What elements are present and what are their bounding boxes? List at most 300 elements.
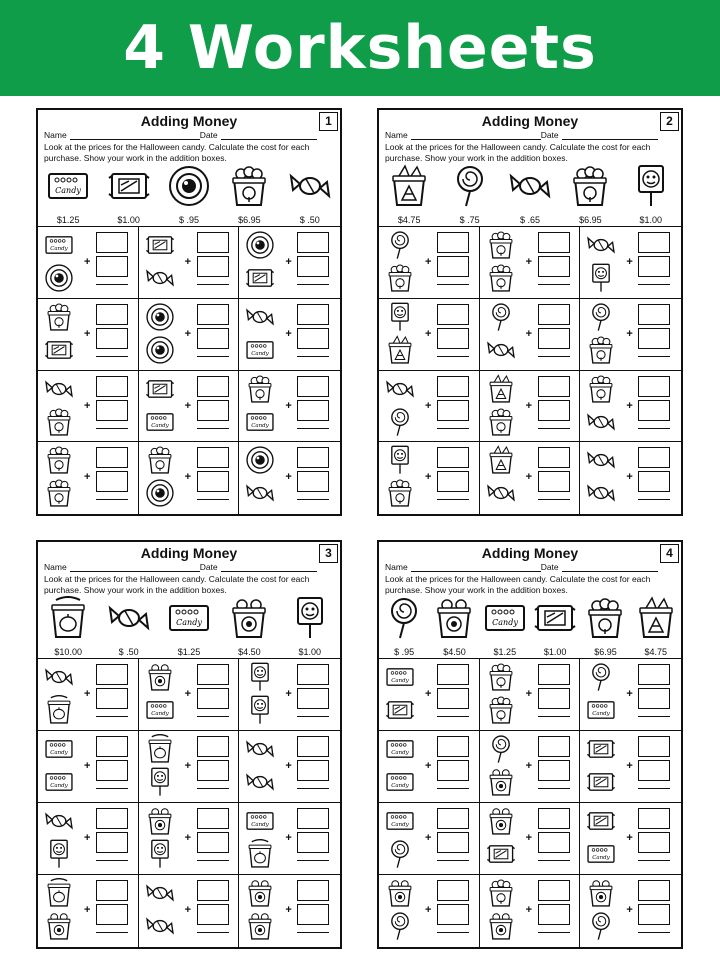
- addend-box[interactable]: [96, 880, 128, 901]
- addend-box[interactable]: [437, 904, 469, 925]
- addend-box[interactable]: [638, 736, 670, 757]
- price-label: $ .65: [519, 215, 540, 225]
- answer-line[interactable]: [197, 788, 229, 789]
- price-list: [379, 596, 681, 658]
- price-item: [441, 164, 499, 225]
- problem-grid: [379, 227, 681, 514]
- addend-box[interactable]: [437, 808, 469, 829]
- plus-sign: +: [184, 256, 192, 268]
- answer-line[interactable]: [538, 356, 570, 357]
- worksheet-header: [379, 542, 681, 659]
- answer-line[interactable]: [197, 356, 229, 357]
- answer-line[interactable]: [638, 860, 670, 861]
- problem-cell: [480, 442, 581, 514]
- addend-box[interactable]: [638, 760, 670, 781]
- problem-cell: [38, 659, 139, 731]
- addend-box[interactable]: [297, 400, 329, 421]
- addend-box[interactable]: [538, 304, 570, 325]
- wrapped-candy-icon: [145, 263, 175, 293]
- answer-line[interactable]: [197, 860, 229, 861]
- answer-line[interactable]: [197, 499, 229, 500]
- problem-cell: [139, 731, 240, 803]
- answer-line[interactable]: [197, 284, 229, 285]
- price-item: [160, 164, 218, 225]
- answer-line[interactable]: [437, 716, 469, 717]
- addend-box[interactable]: [638, 304, 670, 325]
- addend-box[interactable]: [297, 664, 329, 685]
- instructions: Look at the prices for the Halloween candy. Calculate the cost for each purchase. Show your work in the addition boxes.: [385, 142, 651, 163]
- price-item: [561, 164, 619, 225]
- answer-line[interactable]: [96, 716, 128, 717]
- addend-box[interactable]: [297, 760, 329, 781]
- worksheet-title: Adding Money: [140, 545, 238, 561]
- problem-cell: [379, 227, 480, 299]
- svg-text:Candy: Candy: [592, 854, 611, 861]
- problem-cell: [38, 442, 139, 514]
- answer-line[interactable]: [538, 860, 570, 861]
- addend-box[interactable]: [96, 447, 128, 468]
- name-field[interactable]: [70, 132, 200, 140]
- candy-bar-icon: [533, 596, 577, 645]
- addend-box[interactable]: [96, 688, 128, 709]
- candy-bucket-icon: [583, 596, 627, 645]
- plus-sign: +: [425, 832, 432, 844]
- wrapped-candy-icon: [508, 164, 552, 213]
- addend-box[interactable]: [96, 736, 128, 757]
- plus-sign: +: [525, 256, 533, 268]
- answer-line[interactable]: [437, 284, 469, 285]
- answer-line[interactable]: [197, 716, 229, 717]
- date-label: Date: [199, 562, 218, 572]
- answer-line[interactable]: [437, 932, 469, 933]
- eyeball-bucket-icon: [145, 662, 175, 692]
- answer-line[interactable]: [437, 860, 469, 861]
- answer-line[interactable]: [96, 788, 128, 789]
- addend-box[interactable]: [638, 232, 670, 253]
- addend-box[interactable]: [538, 328, 570, 349]
- addend-box[interactable]: [197, 832, 229, 853]
- wrapped-candy-icon: [145, 911, 175, 941]
- worksheet-1: [36, 108, 342, 516]
- candy-bucket-icon: [245, 374, 275, 404]
- problem-cell: [480, 731, 581, 803]
- candy-bar-icon: [586, 767, 616, 797]
- eyeball-bucket-icon: [486, 767, 516, 797]
- addend-box[interactable]: [638, 256, 670, 277]
- problem-grid: [379, 659, 681, 947]
- addend-box[interactable]: [96, 304, 128, 325]
- svg-text:Candy: Candy: [391, 821, 409, 828]
- answer-line[interactable]: [638, 788, 670, 789]
- addend-box[interactable]: [96, 328, 128, 349]
- candy-bucket-icon: [44, 407, 74, 437]
- wrapped-candy-icon: [44, 374, 74, 404]
- addend-box[interactable]: [638, 447, 670, 468]
- addend-box[interactable]: [197, 232, 229, 253]
- name-label: Name: [44, 130, 67, 140]
- addend-box[interactable]: [297, 447, 329, 468]
- candy-bar-icon: [385, 695, 415, 725]
- plus-sign: +: [525, 688, 533, 700]
- addend-box[interactable]: [197, 471, 229, 492]
- addend-box[interactable]: [437, 376, 469, 397]
- addend-box[interactable]: [297, 808, 329, 829]
- answer-line[interactable]: [297, 284, 329, 285]
- candy-corn-bucket-icon: [486, 374, 516, 404]
- price-item: [501, 164, 559, 225]
- svg-text:Candy: Candy: [251, 422, 270, 429]
- addend-box[interactable]: [538, 736, 570, 757]
- wrapped-candy-icon: [44, 806, 74, 836]
- worksheet-title: Adding Money: [481, 113, 579, 129]
- date-label: Date: [540, 130, 559, 140]
- addend-box[interactable]: [638, 880, 670, 901]
- addend-box[interactable]: [538, 808, 570, 829]
- pumpkin-lollipop-icon: [586, 263, 616, 293]
- price-label: $1.00: [298, 647, 322, 657]
- problem-cell: [580, 371, 681, 443]
- plus-sign: +: [525, 904, 533, 916]
- svg-text:Candy: Candy: [251, 350, 270, 357]
- price-item: [39, 164, 97, 225]
- answer-line[interactable]: [538, 284, 570, 285]
- problem-cell: [379, 299, 480, 371]
- price-label: $1.00: [543, 647, 567, 657]
- lollipop-icon: [385, 230, 415, 260]
- problem-grid: [38, 227, 340, 514]
- addend-box[interactable]: [197, 736, 229, 757]
- addend-box[interactable]: [96, 256, 128, 277]
- answer-line[interactable]: [538, 788, 570, 789]
- addend-box[interactable]: [437, 880, 469, 901]
- name-label: Name: [385, 562, 408, 572]
- name-label: Name: [44, 562, 67, 572]
- addend-box[interactable]: [197, 880, 229, 901]
- answer-line[interactable]: [538, 499, 570, 500]
- candy-bucket-icon: [145, 445, 175, 475]
- addend-box[interactable]: [437, 256, 469, 277]
- addend-box[interactable]: [638, 832, 670, 853]
- addend-box[interactable]: [638, 328, 670, 349]
- price-item: [480, 596, 530, 657]
- wrapped-candy-icon: [107, 596, 151, 645]
- addend-box[interactable]: [538, 232, 570, 253]
- eyeball-candy-icon: [145, 302, 175, 332]
- addend-box[interactable]: [96, 400, 128, 421]
- problem-cell: [239, 875, 340, 947]
- addend-box[interactable]: [437, 736, 469, 757]
- candy-bar-icon: [107, 164, 151, 213]
- price-item: [379, 596, 429, 657]
- answer-line[interactable]: [538, 428, 570, 429]
- addend-box[interactable]: [638, 400, 670, 421]
- addend-box[interactable]: [197, 328, 229, 349]
- date-field[interactable]: [562, 132, 658, 140]
- wrapped-candy-icon: [245, 302, 275, 332]
- instructions: Look at the prices for the Halloween candy. Calculate the cost for each purchase. Show your work in the addition boxes.: [44, 574, 310, 595]
- answer-line[interactable]: [297, 356, 329, 357]
- candy-box-icon: [385, 662, 415, 692]
- addend-box[interactable]: [538, 256, 570, 277]
- addend-box[interactable]: [197, 400, 229, 421]
- price-item: [530, 596, 580, 657]
- answer-line[interactable]: [297, 932, 329, 933]
- candy-bar-icon: [486, 839, 516, 869]
- wrapped-candy-icon: [145, 878, 175, 908]
- addend-box[interactable]: [538, 832, 570, 853]
- addend-box[interactable]: [96, 232, 128, 253]
- addend-box[interactable]: [437, 304, 469, 325]
- answer-line[interactable]: [96, 356, 128, 357]
- answer-line[interactable]: [297, 499, 329, 500]
- addend-box[interactable]: [538, 471, 570, 492]
- answer-line[interactable]: [437, 788, 469, 789]
- answer-line[interactable]: [96, 499, 128, 500]
- price-item: [100, 596, 158, 657]
- addend-box[interactable]: [638, 808, 670, 829]
- problem-cell: [139, 659, 240, 731]
- addend-box[interactable]: [437, 232, 469, 253]
- addend-box[interactable]: [297, 304, 329, 325]
- answer-line[interactable]: [638, 499, 670, 500]
- eyeball-bucket-icon: [432, 596, 476, 645]
- eyeball-bucket-icon: [245, 911, 275, 941]
- pumpkin-bucket-icon: [145, 734, 175, 764]
- answer-line[interactable]: [638, 428, 670, 429]
- addend-box[interactable]: [437, 471, 469, 492]
- problem-cell: [480, 659, 581, 731]
- name-field[interactable]: [411, 564, 541, 572]
- eyeball-candy-icon: [145, 478, 175, 508]
- lollipop-icon: [448, 164, 492, 213]
- candy-bucket-icon: [385, 263, 415, 293]
- plus-sign: +: [184, 904, 192, 916]
- addend-box[interactable]: [638, 688, 670, 709]
- addend-box[interactable]: [538, 400, 570, 421]
- problem-cell: [480, 803, 581, 875]
- answer-line[interactable]: [297, 788, 329, 789]
- price-label: $4.50: [238, 647, 261, 657]
- addend-box[interactable]: [437, 688, 469, 709]
- problem-cell: [580, 731, 681, 803]
- answer-line[interactable]: [297, 860, 329, 861]
- pumpkin-lollipop-icon: [385, 445, 415, 475]
- instructions: Look at the prices for the Halloween candy. Calculate the cost for each purchase. Show your work in the addition boxes.: [385, 574, 651, 595]
- candy-bucket-icon: [586, 374, 616, 404]
- candy-box-icon: [385, 734, 415, 764]
- answer-line[interactable]: [437, 356, 469, 357]
- addend-box[interactable]: [197, 376, 229, 397]
- addend-box[interactable]: [96, 832, 128, 853]
- problem-cell: [580, 442, 681, 514]
- problem-cell: [139, 875, 240, 947]
- eyeball-bucket-icon: [145, 806, 175, 836]
- svg-text:Candy: Candy: [50, 749, 68, 756]
- addend-box[interactable]: [437, 760, 469, 781]
- pumpkin-lollipop-icon: [629, 164, 673, 213]
- worksheet-3: [36, 540, 342, 949]
- answer-line[interactable]: [638, 716, 670, 717]
- date-field[interactable]: [221, 132, 317, 140]
- answer-line[interactable]: [437, 428, 469, 429]
- candy-box-icon: [46, 164, 90, 213]
- lollipop-icon: [385, 839, 415, 869]
- addend-box[interactable]: [197, 447, 229, 468]
- addend-box[interactable]: [538, 904, 570, 925]
- addend-box[interactable]: [538, 447, 570, 468]
- eyeball-candy-icon: [167, 164, 211, 213]
- candy-corn-bucket-icon: [385, 335, 415, 365]
- answer-line[interactable]: [96, 428, 128, 429]
- plus-sign: +: [626, 832, 633, 844]
- addend-box[interactable]: [96, 664, 128, 685]
- addend-box[interactable]: [538, 880, 570, 901]
- addend-box[interactable]: [437, 400, 469, 421]
- problem-cell: [139, 803, 240, 875]
- answer-line[interactable]: [96, 860, 128, 861]
- answer-line[interactable]: [96, 932, 128, 933]
- candy-corn-bucket-icon: [634, 596, 678, 645]
- wrapped-candy-icon: [288, 164, 332, 213]
- problem-cell: [239, 371, 340, 443]
- plus-sign: +: [626, 760, 633, 772]
- answer-line[interactable]: [197, 932, 229, 933]
- eyeball-candy-icon: [44, 263, 74, 293]
- addend-box[interactable]: [638, 664, 670, 685]
- answer-line[interactable]: [638, 932, 670, 933]
- addend-box[interactable]: [437, 664, 469, 685]
- candy-box-icon: [245, 407, 275, 437]
- price-label: $ .75: [459, 215, 480, 225]
- addend-box[interactable]: [297, 736, 329, 757]
- svg-text:Candy: Candy: [491, 618, 518, 627]
- problem-cell: [38, 299, 139, 371]
- wrapped-candy-icon: [586, 230, 616, 260]
- answer-line[interactable]: [538, 716, 570, 717]
- eyeball-bucket-icon: [486, 911, 516, 941]
- name-date-line: [385, 130, 675, 140]
- addend-box[interactable]: [437, 328, 469, 349]
- addend-box[interactable]: [197, 904, 229, 925]
- wrapped-candy-icon: [486, 335, 516, 365]
- addend-box[interactable]: [197, 664, 229, 685]
- candy-bucket-icon: [586, 335, 616, 365]
- addend-box[interactable]: [297, 880, 329, 901]
- addend-box[interactable]: [96, 808, 128, 829]
- plus-sign: +: [84, 327, 91, 340]
- problem-cell: [580, 875, 681, 947]
- worksheet-header: [38, 110, 340, 227]
- addend-box[interactable]: [197, 688, 229, 709]
- addend-box[interactable]: [197, 304, 229, 325]
- eyeball-candy-icon: [245, 445, 275, 475]
- addend-box[interactable]: [437, 447, 469, 468]
- addend-box[interactable]: [96, 760, 128, 781]
- price-item: [100, 164, 158, 225]
- candy-bucket-icon: [385, 478, 415, 508]
- addend-box[interactable]: [538, 376, 570, 397]
- candy-box-icon: [44, 734, 74, 764]
- answer-line[interactable]: [96, 284, 128, 285]
- lollipop-icon: [586, 662, 616, 692]
- addend-box[interactable]: [538, 664, 570, 685]
- pumpkin-bucket-icon: [44, 695, 74, 725]
- date-field[interactable]: [562, 564, 658, 572]
- svg-text:Candy: Candy: [55, 186, 82, 195]
- name-date-line: [385, 562, 675, 572]
- answer-line[interactable]: [638, 356, 670, 357]
- addend-box[interactable]: [197, 760, 229, 781]
- addend-box[interactable]: [638, 471, 670, 492]
- answer-line[interactable]: [638, 284, 670, 285]
- addend-box[interactable]: [297, 832, 329, 853]
- answer-line[interactable]: [538, 932, 570, 933]
- answer-line[interactable]: [197, 428, 229, 429]
- wrapped-candy-icon: [245, 478, 275, 508]
- worksheet-header: [379, 110, 681, 227]
- name-field[interactable]: [411, 132, 541, 140]
- lollipop-icon: [486, 734, 516, 764]
- pumpkin-lollipop-icon: [245, 695, 275, 725]
- addend-box[interactable]: [297, 471, 329, 492]
- addend-box[interactable]: [297, 376, 329, 397]
- addend-box[interactable]: [297, 328, 329, 349]
- name-field[interactable]: [70, 564, 200, 572]
- pumpkin-lollipop-icon: [288, 596, 332, 645]
- addend-box[interactable]: [297, 904, 329, 925]
- problem-cell: [239, 803, 340, 875]
- price-item: [220, 596, 278, 657]
- price-label: $1.25: [493, 647, 517, 657]
- eyeball-bucket-icon: [385, 878, 415, 908]
- addend-box[interactable]: [538, 760, 570, 781]
- plus-sign: +: [84, 904, 91, 916]
- addend-box[interactable]: [197, 808, 229, 829]
- price-label: $ .95: [394, 647, 415, 657]
- addend-box[interactable]: [197, 256, 229, 277]
- plus-sign: +: [425, 688, 432, 700]
- problem-cell: [239, 659, 340, 731]
- date-field[interactable]: [221, 564, 317, 572]
- candy-box-icon: [44, 767, 74, 797]
- svg-text:Candy: Candy: [391, 749, 409, 756]
- addend-box[interactable]: [297, 256, 329, 277]
- candy-bucket-icon: [486, 878, 516, 908]
- addend-box[interactable]: [297, 688, 329, 709]
- wrapped-candy-icon: [586, 478, 616, 508]
- price-item: [281, 596, 339, 657]
- answer-line[interactable]: [437, 499, 469, 500]
- price-label: $6.95: [594, 647, 617, 657]
- answer-line[interactable]: [297, 716, 329, 717]
- problem-cell: [480, 227, 581, 299]
- plus-sign: +: [84, 471, 91, 484]
- answer-line[interactable]: [297, 428, 329, 429]
- problem-cell: [239, 731, 340, 803]
- addend-box[interactable]: [96, 376, 128, 397]
- addend-box[interactable]: [638, 376, 670, 397]
- svg-text:Candy: Candy: [50, 782, 68, 789]
- addend-box[interactable]: [437, 832, 469, 853]
- addend-box[interactable]: [96, 904, 128, 925]
- addend-box[interactable]: [297, 232, 329, 253]
- addend-box[interactable]: [96, 471, 128, 492]
- addend-box[interactable]: [538, 688, 570, 709]
- candy-bucket-icon: [486, 695, 516, 725]
- svg-text:Candy: Candy: [391, 782, 409, 789]
- addend-box[interactable]: [638, 904, 670, 925]
- problem-cell: [239, 227, 340, 299]
